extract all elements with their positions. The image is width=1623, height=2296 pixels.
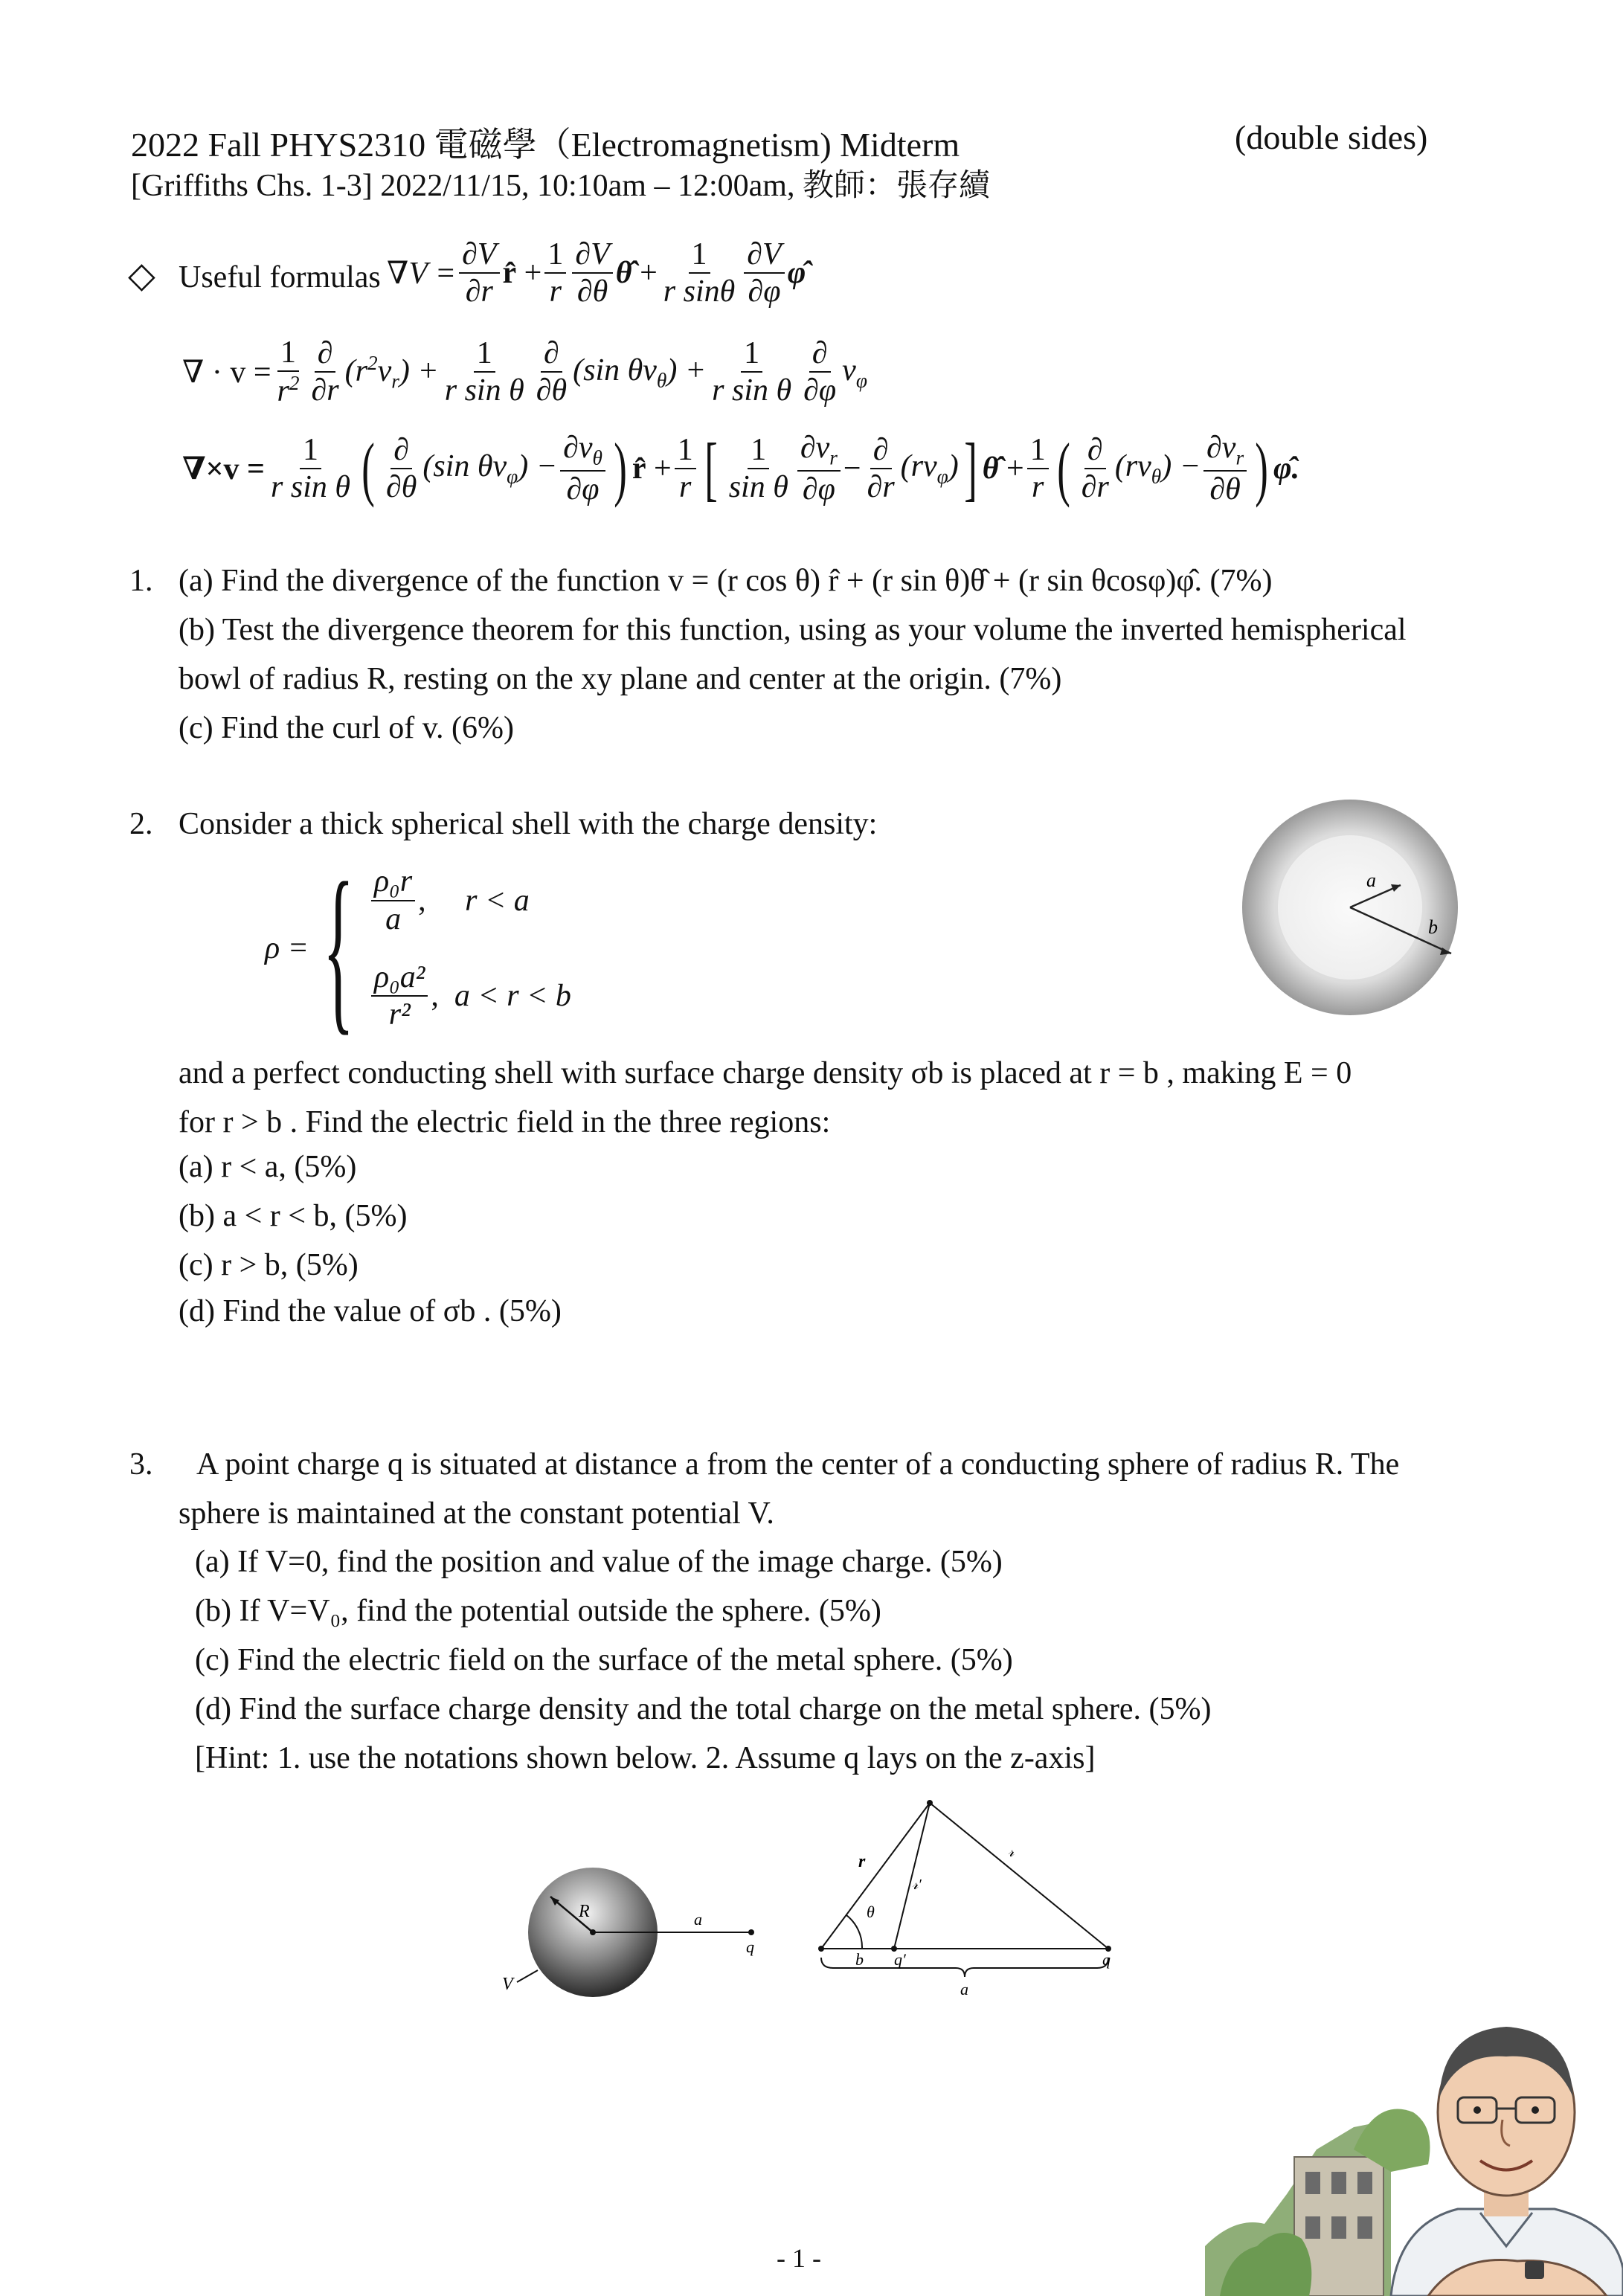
label-R: R <box>579 1902 590 1921</box>
problem-1-part-c: (c) Find the curl of v. (6%) <box>179 711 514 745</box>
brace-a <box>821 1958 1108 1977</box>
label-script-r-prime: 𝓇′ <box>912 1877 922 1893</box>
charge-density-equation: ρ = { $\frac{\text{ρ₀r}}{a}$ , r < a $\frac{\text{ρ₀a²}}{\text{r²}}$ , a < r < b <box>265 845 571 1051</box>
divergence-formula: ∇ · v = $\frac{1}{r^2}$ $\frac{\partial}{\partial r}$ $(r^2v_r)$ + $\frac{1}{\text{r sin θ}}$ $\frac{\partial}{\partial\theta}$ (sin $\theta v_\theta$) + $\frac{1}{\text{r sin θ}}$ $\frac{\partial}{\partial\varphi}$ $v_\varphi$ <box>182 335 867 409</box>
page-number: - 1 - <box>777 2243 821 2273</box>
sides-note: (double sides) <box>1235 118 1428 156</box>
problem-3-number: 3. <box>129 1447 153 1482</box>
problem-2-text-line2: for r > b . Find the electric field in the three regions: <box>179 1105 831 1139</box>
label-theta: θ <box>867 1903 875 1921</box>
label-a-tri: a <box>960 1980 968 1998</box>
label-V: V <box>502 1975 513 1994</box>
problem-2-part-b: (b) a < r < b, (5%) <box>179 1199 408 1233</box>
problem-1-part-a: (a) Find the divergence of the function v = (r cos θ) r̂ + (r sin θ)θ̂ + (r sin θcosφ)φ̂. (7%) <box>179 564 1273 598</box>
label-q-sphere: q <box>746 1938 754 1956</box>
diamond-bullet-icon: ◇ <box>128 256 155 295</box>
problem-3-part-a: (a) If V=0, find the position and value of the image charge. (5%) <box>195 1545 1003 1579</box>
problem-1-number: 1. <box>129 564 153 598</box>
problem-2-number: 2. <box>129 807 153 841</box>
spherical-shell-figure <box>1238 796 1462 1019</box>
exam-subtitle: [Griffiths Chs. 1-3] 2022/11/15, 10:10am – 12:00am, 教師：張存續 <box>131 169 990 203</box>
problem-3-line2: sphere is maintained at the constant potential V. <box>179 1496 774 1531</box>
problem-2-text-line1: and a perfect conducting shell with surface charge density σb is placed at r = b , making E = 0 <box>179 1056 1352 1090</box>
origin-point <box>818 1946 824 1952</box>
vector-script-r <box>930 1803 1108 1949</box>
label-q-prime: q′ <box>894 1950 906 1969</box>
label-b-tri: b <box>855 1950 864 1969</box>
problem-3-part-c: (c) Find the electric field on the surface of the metal sphere. (5%) <box>195 1643 1013 1677</box>
problem-2-part-a: (a) r < a, (5%) <box>179 1150 357 1184</box>
curl-formula: ∇×v = $\frac{1}{\text{r sin θ}}$ ( $\frac{\partial}{\partial\theta}$ (sin $\theta v_\varphi$) − $\frac{\partial v_\theta}{\partial\varphi}$ ) r̂ + $\frac{1}{r}$ [ $\frac{1}{\text{sin θ}}$ $\frac{\partial v_r}{\partial\varphi}$ − $\frac{\partial}{\partial r}$ $(rv_\varphi)$ ] θ̂ + $\frac{1}{r}$ ( $\frac{\partial}{\partial r}$ $(rv_\theta)$ − $\frac{\partial v_r}{\partial\theta}$ ) φ̂. <box>182 428 1300 509</box>
vector-script-r-prime <box>894 1803 930 1949</box>
label-a-sphere: a <box>694 1910 702 1929</box>
problem-1-part-b: (b) Test the divergence theorem for this function, using as your volume the inverted hemispherical <box>179 613 1407 647</box>
label-script-r: 𝓇 <box>1008 1844 1015 1860</box>
label-r-vec: r <box>858 1852 866 1871</box>
problem-1-part-b-cont: bowl of radius R, resting on the xy plane and center at the origin. (7%) <box>179 662 1062 696</box>
point-charge-q <box>748 1929 754 1935</box>
problem-3-hint: [Hint: 1. use the notations shown below. 2. Assume q lays on the z-axis] <box>195 1741 1096 1775</box>
page-title: 2022 Fall PHYS2310 電磁學（Electromagnetism) Midterm <box>131 126 960 164</box>
label-q-tri: q <box>1102 1950 1111 1969</box>
problem-3-part-d: (d) Find the surface charge density and the total charge on the metal sphere. (5%) <box>195 1692 1212 1726</box>
problem-2-part-c: (c) r > b, (5%) <box>179 1248 359 1282</box>
label-a: a <box>1366 869 1376 891</box>
conducting-sphere-figure <box>487 1856 785 2004</box>
sphere-center <box>590 1929 596 1935</box>
gradient-formula: ∇V = $\frac{\partial V}{\partial r}$ r̂ + $\frac{1}{r}$ $\frac{\partial V}{\partial\theta}$ θ̂ + $\frac{1}{\text{r sinθ}}$ $\frac{\partial V}{\partial\varphi}$ φ̂ <box>387 237 806 309</box>
image-charge-geometry-figure <box>811 1792 1138 2008</box>
theta-arc <box>846 1915 862 1949</box>
teacher-caricature-illustration <box>1205 2001 1623 2296</box>
field-point <box>927 1800 933 1806</box>
label-b: b <box>1428 916 1438 938</box>
problem-3-part-b: (b) If V=V₀, find the potential outside the sphere. (5%) <box>195 1594 881 1628</box>
problem-2-intro: Consider a thick spherical shell with the charge density: <box>179 807 878 841</box>
V-pointer <box>517 1970 538 1982</box>
problem-3-line1: A point charge q is situated at distance a from the center of a conducting sphere of radius R. The <box>196 1447 1400 1482</box>
formulas-label: Useful formulas <box>179 260 381 295</box>
vector-r <box>821 1803 930 1949</box>
problem-2-part-d: (d) Find the value of σb . (5%) <box>179 1294 562 1328</box>
